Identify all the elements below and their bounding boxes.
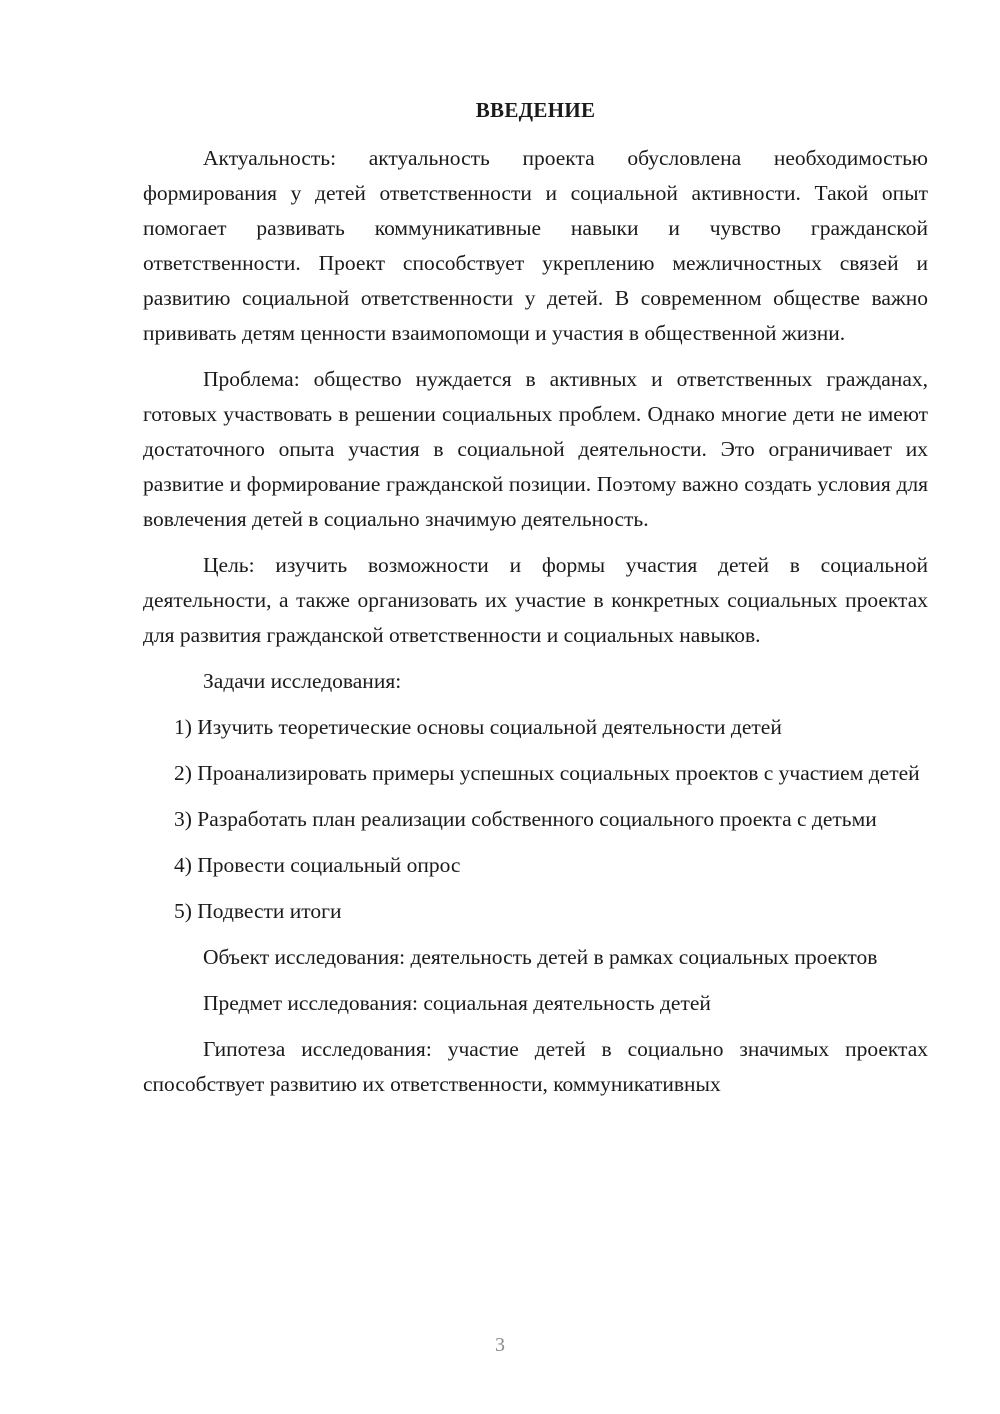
hypothesis-paragraph: Гипотеза исследования: участие детей в социально значимых проектах способствует развитию их ответственности, коммуникативных	[143, 1037, 928, 1096]
relevance-paragraph: Актуальность: актуальность проекта обусловлена необходимостью формирования у детей ответственности и социальной активности. Такой опыт помогает развивать коммуникативные навыки и чувство гражданской ответственности. Проект способствует укреплению межличностных связей и развитию социальной ответственности у детей. В современном обществе важно прививать детям ценности взаимопомощи и участия в общественной жизни.	[143, 146, 928, 345]
task-item-2: 2) Проанализировать примеры успешных социальных проектов с участием детей	[174, 761, 920, 785]
task-item-5: 5) Подвести итоги	[174, 899, 342, 923]
problem-paragraph: Проблема: общество нуждается в активных и ответственных гражданах, готовых участвовать в решении социальных проблем. Однако многие дети не имеют достаточного опыта участия в социальной деятельности. Это ограничивает их развитие и формирование гражданской позиции. Поэтому важно создать условия для вовлечения детей в социально значимую деятельность.	[143, 367, 928, 531]
subject-paragraph: Предмет исследования: социальная деятельность детей	[203, 991, 711, 1015]
page-title: ВВЕДЕНИЕ	[475, 98, 596, 122]
page-number: 3	[495, 1334, 505, 1356]
object-paragraph: Объект исследования: деятельность детей в рамках социальных проектов	[203, 945, 878, 969]
tasks-list	[143, 710, 928, 929]
task-item-3: 3) Разработать план реализации собственного социального проекта с детьми	[174, 807, 877, 831]
goal-paragraph: Цель: изучить возможности и формы участия детей в социальной деятельности, а также организовать их участие в конкретных социальных проектах для развития гражданской ответственности и социальных навыков.	[143, 553, 928, 647]
task-item-1: 1) Изучить теоретические основы социальной деятельности детей	[174, 715, 782, 739]
task-item-4: 4) Провести социальный опрос	[174, 853, 461, 877]
page-content	[143, 96, 928, 1113]
tasks-heading: Задачи исследования:	[203, 669, 402, 693]
